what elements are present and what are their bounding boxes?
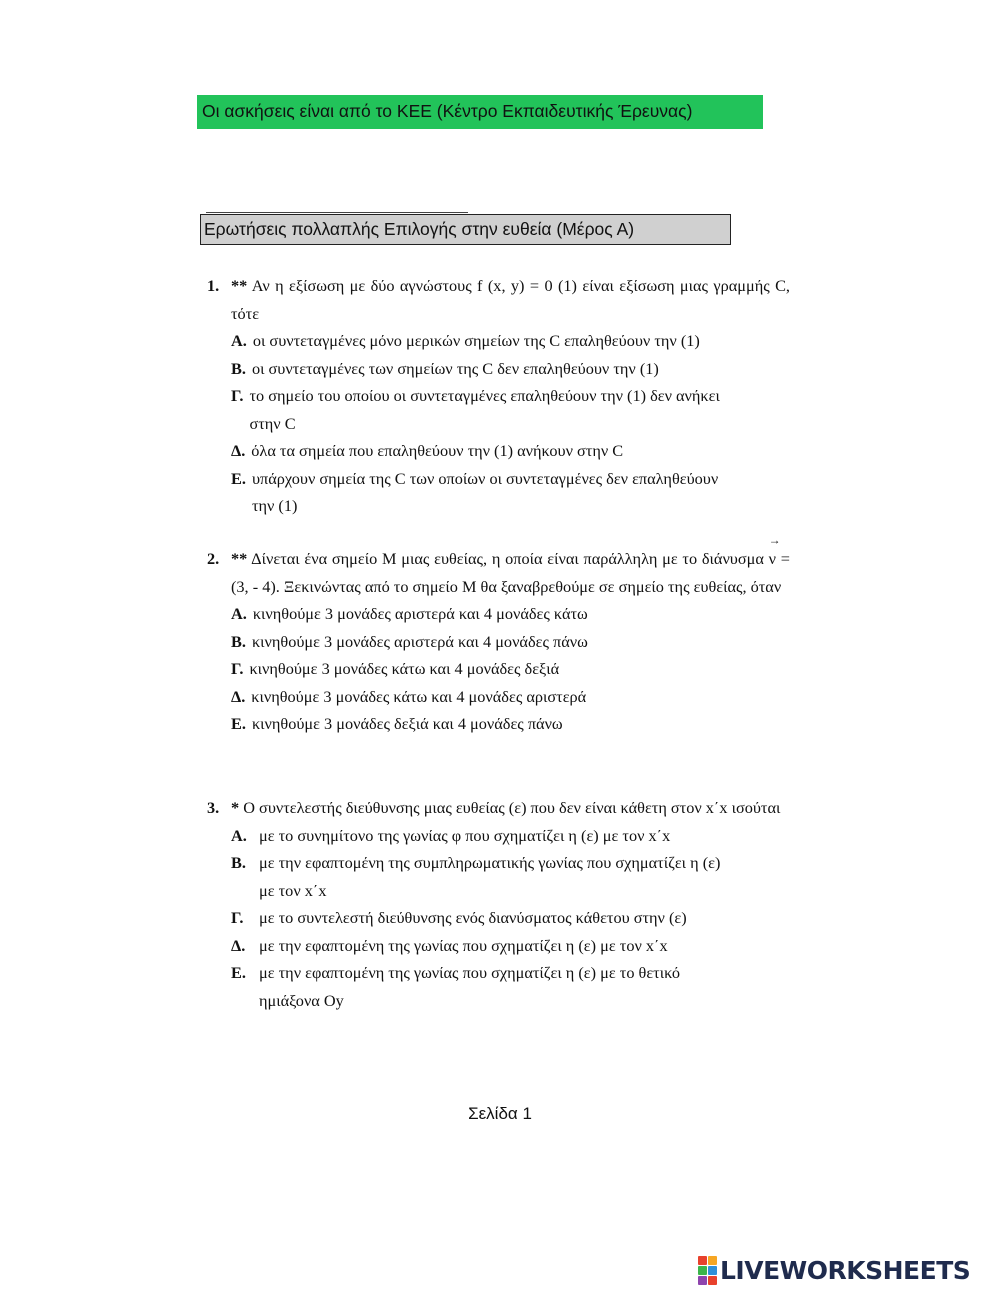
option-label: Δ. [231,686,246,706]
page-number: Σελίδα 1 [468,1104,532,1123]
option-label: Β. [231,358,246,378]
option-label: Ε. [231,714,246,733]
question-number: 3. [207,798,220,817]
option-c[interactable] [231,655,790,683]
option-label: Ε. [231,468,246,488]
option-label: Δ. [231,935,246,955]
difficulty-stars: ** [231,549,248,568]
logo-text: LIVEWORKSHEETS [720,1255,971,1285]
option-label: Α. [231,331,247,350]
option-c[interactable] [231,382,790,437]
option-a[interactable] [231,822,790,850]
question-stem-part1: Δίνεται ένα σημείο Μ μιας ευθείας, η οποία είναι παράλληλη με το διάνυσμα [251,549,769,568]
option-text: οι συντεταγμένες των σημείων της C δεν επαληθεύουν την (1) [251,358,659,378]
question-stem: Ο συντελεστής διεύθυνσης μιας ευθείας (ε) που δεν είναι κάθετη στον x΄x ισούται [243,798,781,817]
option-e[interactable] [231,959,790,1014]
question-3 [207,794,790,1014]
divider [206,212,468,213]
option-e[interactable] [231,710,790,738]
question-stem-part2: = (3, - 4). Ξεκινώντας από το σημείο Μ θα ξαναβρεθούμε σε σημείο της ευθείας, όταν [231,549,790,596]
option-label: Β. [231,631,246,651]
question-2 [207,533,790,738]
vector-arrow-icon: → [768,533,781,547]
option-a[interactable] [231,600,790,628]
vector-letter: ν [768,549,777,568]
section-title: Ερωτήσεις πολλαπλής Επιλογής στην ευθεία (Μέρος Α) [200,214,731,245]
liveworksheets-logo [698,1255,970,1285]
question-number: 1. [207,276,220,295]
option-text: με το συντελεστή διεύθυνσης ενός διανύσματος κάθετου στην (ε) [259,908,687,927]
option-e[interactable] [231,465,790,520]
option-text-cont: την (1) [251,496,298,515]
question-text [231,794,790,822]
option-b[interactable] [231,849,790,904]
option-text-cont: ημιάξονα Oy [259,990,344,1010]
option-b[interactable] [231,628,790,656]
option-label: Ε. [231,963,246,982]
question-1 [207,272,790,520]
option-text-cont: με τον x΄x [259,880,327,900]
question-number: 2. [207,549,220,568]
option-text: κινηθούμε 3 μονάδες αριστερά και 4 μονάδες πάνω [251,631,588,651]
question-stem: Αν η εξίσωση με δύο αγνώστους f (x, y) = 0 (1) είναι εξίσωση μιας γραμμής C, τότε [231,276,790,323]
option-a[interactable] [231,327,790,355]
option-label: Γ. [231,659,244,678]
option-label: Α. [231,825,247,845]
source-banner: Οι ασκήσεις είναι από το ΚΕΕ (Κέντρο Εκπαιδευτικής Έρευνας) [197,95,763,129]
option-text: το σημείο του οποίου οι συντεταγμένες επαληθεύουν την (1) δεν ανήκει [249,386,720,405]
option-label: Γ. [231,386,244,405]
option-text: με την εφαπτομένη της συμπληρωματικής γωνίας που σχηματίζει η (ε) [259,853,721,872]
option-b[interactable] [231,355,790,383]
question-text [231,272,790,327]
option-text: κινηθούμε 3 μονάδες αριστερά και 4 μονάδες κάτω [252,604,588,623]
option-text: κινηθούμε 3 μονάδες κάτω και 4 μονάδες αριστερά [251,686,587,706]
option-text: με την εφαπτομένη της γωνίας που σχηματίζει η (ε) με τον x΄x [259,935,668,955]
option-text: κινηθούμε 3 μονάδες δεξιά και 4 μονάδες πάνω [251,714,563,733]
option-text: με το συνημίτονο της γωνίας φ που σχηματίζει η (ε) με τον x΄x [259,825,671,845]
difficulty-stars: ** [231,276,248,295]
option-text: υπάρχουν σημεία της C των οποίων οι συντεταγμένες δεν επαληθεύουν [251,468,719,488]
option-label: Γ. [231,908,244,927]
option-c[interactable] [231,904,790,932]
difficulty-stars: * [231,798,240,817]
option-label: Δ. [231,441,246,460]
option-text-cont: στην C [249,413,296,433]
option-text: όλα τα σημεία που επαληθεύουν την (1) ανήκουν στην C [251,441,624,460]
logo-blocks-icon [698,1256,717,1285]
option-text: οι συντεταγμένες μόνο μερικών σημείων της C επαληθεύουν την (1) [252,331,700,350]
option-text: κινηθούμε 3 μονάδες κάτω και 4 μονάδες δεξιά [249,659,560,678]
option-d[interactable] [231,683,790,711]
option-label: Α. [231,604,247,623]
option-d[interactable] [231,932,790,960]
option-label: Β. [231,853,246,872]
question-text [231,533,790,600]
option-d[interactable] [231,437,790,465]
option-text: με την εφαπτομένη της γωνίας που σχηματίζει η (ε) με το θετικό [259,963,681,982]
vector-symbol [768,533,781,573]
